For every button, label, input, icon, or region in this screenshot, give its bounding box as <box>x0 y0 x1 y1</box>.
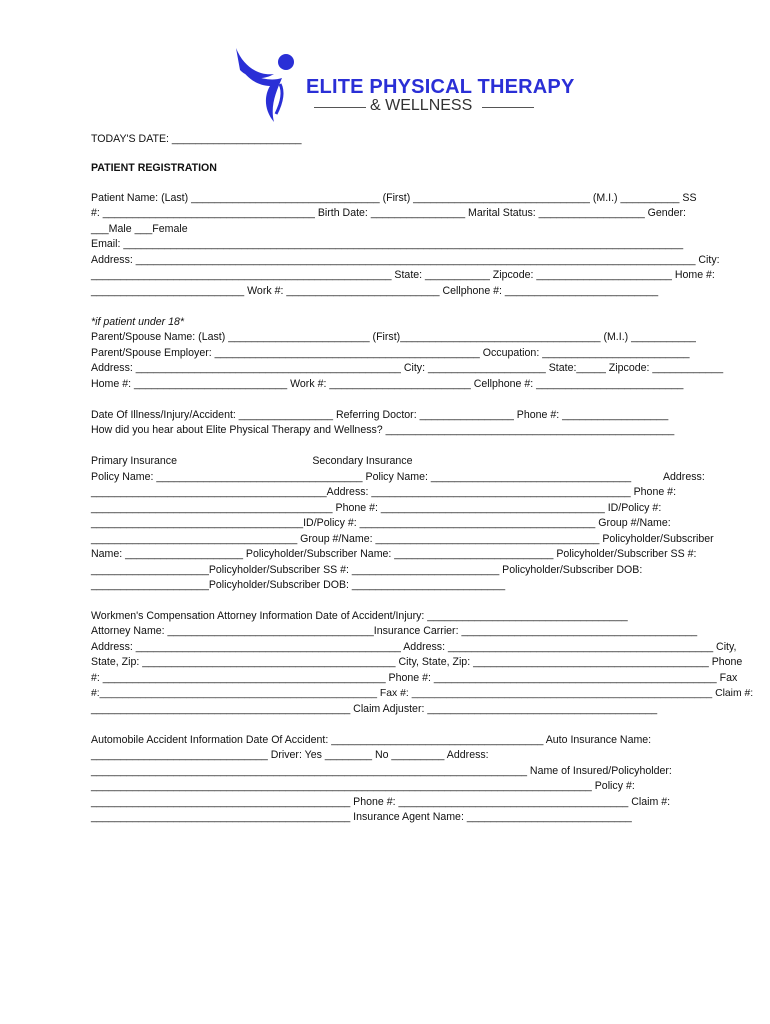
insured-line[interactable]: __________________________________________________________________________ Name of Insured/Policyholder: <box>91 765 672 777</box>
parent-name-line[interactable]: Parent/Spouse Name: (Last) ________________________ (First)__________________________________ (M.I.) ___________ <box>91 331 696 343</box>
attorney-city-line[interactable]: State, Zip: ___________________________________________ City, State, Zip: ________________________________________ Phone <box>91 656 743 668</box>
phone-line[interactable]: __________________________ Work #: __________________________ Cellphone #: __________________________ <box>91 285 659 297</box>
swoosh-figure-icon <box>230 44 310 124</box>
injury-line[interactable]: Date Of Illness/Injury/Accident: ________________ Referring Doctor: ________________ Phone #: __________________ <box>91 409 669 421</box>
brand-name: ELITE PHYSICAL THERAPY <box>306 76 575 98</box>
gender-line[interactable]: ___Male ___Female <box>91 223 188 235</box>
insurance-headers: Primary Insurance Secondary Insurance <box>91 455 413 467</box>
minor-note: *if patient under 18* <box>91 316 185 328</box>
brand-logo <box>230 44 575 124</box>
workmens-comp-line[interactable]: Workmen's Compensation Attorney Information Date of Accident/Injury: __________________________________ <box>91 610 628 622</box>
patient-name-line[interactable]: Patient Name: (Last) ________________________________ (First) ______________________________ (M.I.) __________ SS <box>91 192 697 204</box>
parent-address-line[interactable]: Address: _____________________________________________ City: ____________________ State:_____ Zipcode: ____________ <box>91 362 724 374</box>
attorney-address-line[interactable]: Address: _____________________________________________ Address: _____________________________________________ City, <box>91 641 737 653</box>
attorney-fax-line[interactable]: #:________________________________________________ Fax #: ____________________________________________________ Claim #: <box>91 688 754 699</box>
insurance-line-7[interactable]: ____________________Policyholder/Subscriber SS #: _________________________ Policyholder/Subscriber DOB: <box>91 564 643 576</box>
address-line[interactable]: Address: _______________________________________________________________________________________________ City: <box>91 254 720 266</box>
driver-line[interactable]: ______________________________ Driver: Yes ________ No _________ Address: <box>91 749 489 761</box>
attorney-phone-line[interactable]: #: ________________________________________________ Phone #: ________________________________________________ Fax <box>91 672 738 684</box>
insurance-line-2[interactable]: ________________________________________Address: ____________________________________________ Phone #: <box>91 486 677 498</box>
parent-phone-line[interactable]: Home #: __________________________ Work #: ________________________ Cellphone #: _________________________ <box>91 378 684 390</box>
insurance-line-8[interactable]: ____________________Policyholder/Subscriber DOB: __________________________ <box>91 579 506 591</box>
attorney-name-line[interactable]: Attorney Name: ___________________________________Insurance Carrier: ________________________________________ <box>91 625 698 637</box>
insurance-line-5[interactable]: ___________________________________ Group #/Name: ______________________________________ Policyholder/Subscriber <box>91 533 714 545</box>
insurance-line-1[interactable]: Policy Name: ___________________________________ Policy Name: __________________________________ Address: <box>91 471 705 483</box>
insurance-line-6[interactable]: Name: ____________________ Policyholder/Subscriber Name: ___________________________ Policyholder/Subscriber SS #: <box>91 548 697 560</box>
insurance-agent-line[interactable]: ____________________________________________ Insurance Agent Name: ____________________________ <box>91 811 632 823</box>
section-title-patient-registration: PATIENT REGISTRATION <box>91 162 217 174</box>
insurance-line-3[interactable]: _________________________________________ Phone #: ______________________________________ ID/Policy #: <box>91 502 662 514</box>
auto-accident-line[interactable]: Automobile Accident Information Date Of Accident: ____________________________________ Auto Insurance Name: <box>91 734 652 746</box>
divider <box>482 107 534 108</box>
divider <box>314 107 366 108</box>
state-zip-line[interactable]: ___________________________________________________ State: ___________ Zipcode: _______________________ Home #: <box>91 269 715 281</box>
brand-sub-text: & WELLNESS <box>370 97 473 114</box>
parent-employer-line[interactable]: Parent/Spouse Employer: _____________________________________________ Occupation: _________________________ <box>91 347 690 359</box>
ssn-birth-line[interactable]: #: ____________________________________ Birth Date: ________________ Marital Status: __________________ Gender: <box>91 207 686 219</box>
policy-line[interactable]: _____________________________________________________________________________________ Policy #: <box>91 780 635 792</box>
todays-date-field[interactable]: TODAY'S DATE: ______________________ <box>91 133 302 145</box>
brand-text <box>306 76 575 114</box>
brand-subtitle <box>306 98 536 116</box>
insurance-line-4[interactable]: ____________________________________ID/Policy #: ________________________________________ Group #/Name: <box>91 517 671 529</box>
claim-adjuster-line[interactable]: ____________________________________________ Claim Adjuster: _______________________________________ <box>91 703 658 715</box>
referral-source-line[interactable]: How did you hear about Elite Physical Therapy and Wellness? _________________________________________________ <box>91 424 675 436</box>
auto-phone-line[interactable]: ____________________________________________ Phone #: _______________________________________ Claim #: <box>91 796 671 808</box>
email-line[interactable]: Email: _______________________________________________________________________________________________ <box>91 238 684 250</box>
